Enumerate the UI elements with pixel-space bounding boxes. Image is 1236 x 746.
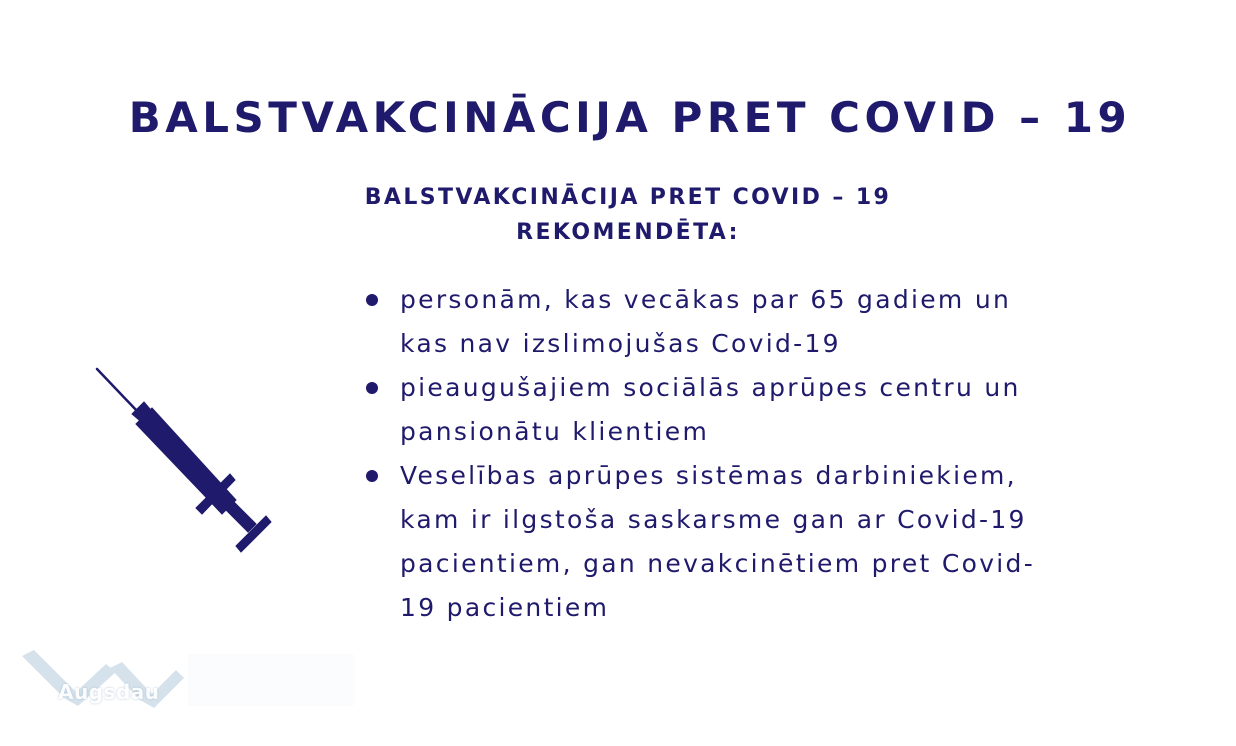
bullet-text-line: kam ir ilgstoša saskarsme gan ar Covid-19 — [400, 505, 1027, 534]
bullet-text-line: pieaugušajiem sociālās aprūpes centru un — [400, 373, 1021, 402]
subtitle-line-1: BALSTVAKCINĀCIJA PRET COVID – 19 — [364, 185, 892, 210]
bullet-text-line: Veselības aprūpes sistēmas darbiniekiem, — [400, 461, 1017, 490]
syringe-icon — [88, 362, 278, 562]
list-item — [366, 454, 1186, 630]
bullet-text-line: 19 pacientiem — [400, 593, 610, 622]
bullet-text-line: pacientiem, gan nevakcinētiem pret Covid- — [400, 549, 1036, 578]
page-subtitle — [0, 180, 1236, 250]
subtitle-line-2: REKOMENDĒTA: — [516, 220, 740, 245]
bullet-dot-icon — [366, 470, 378, 482]
list-item — [366, 278, 1186, 366]
bullet-text-line: kas nav izslimojušas Covid-19 — [400, 329, 841, 358]
page-title: BALSTVAKCINĀCIJA PRET COVID – 19 — [128, 93, 1132, 142]
watermark-text: Augsdau — [58, 680, 160, 704]
bullet-text-line: personām, kas vecākas par 65 gadiem un — [400, 285, 1012, 314]
bullet-dot-icon — [366, 382, 378, 394]
bullet-text-line: pansionātu klientiem — [400, 417, 710, 446]
recommendation-list — [366, 278, 1186, 630]
bullet-dot-icon — [366, 294, 378, 306]
list-item — [366, 366, 1186, 454]
